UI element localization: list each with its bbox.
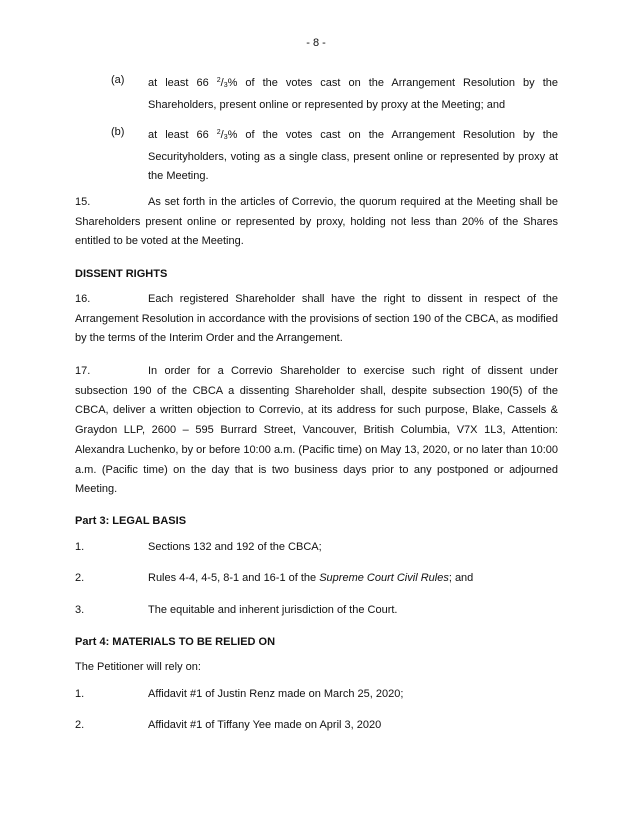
dissent-rights-heading: DISSENT RIGHTS bbox=[75, 268, 168, 280]
page-number: - 8 - bbox=[306, 37, 326, 49]
paragraph-16-number: 16. bbox=[75, 293, 91, 305]
item-b-label: (b) bbox=[111, 126, 125, 138]
part4-heading: Part 4: MATERIALS TO BE RELIED ON bbox=[75, 636, 276, 648]
part4-item-1-text: Affidavit #1 of Justin Renz made on March 25, 2020; bbox=[148, 688, 404, 700]
part3-item-2-prefix: Rules 4-4, 4-5, 8-1 and 16-1 of the bbox=[148, 572, 320, 584]
part3-item-3-number: 3. bbox=[75, 604, 85, 616]
paragraph-15 bbox=[75, 193, 558, 252]
part3-item-1-number: 1. bbox=[75, 541, 85, 553]
item-a-label: (a) bbox=[111, 74, 125, 86]
part4-item-1-number: 1. bbox=[75, 688, 85, 700]
part3-item-2-text bbox=[148, 572, 473, 585]
rules-title-italic: Supreme Court Civil Rules bbox=[319, 572, 449, 584]
part3-heading: Part 3: LEGAL BASIS bbox=[75, 515, 187, 527]
part4-intro: The Petitioner will rely on: bbox=[75, 661, 201, 673]
paragraph-17-text: In order for a Correvio Shareholder to exercise such right of dissent under subsection 190 of the CBCA a dissenting Shareholder shall, despite subsection 190(5) of the CBCA, deliver a written objection to Correvio, at its address for such purpose, Blake, Cassels & Graydon LLP, 2600 – 595 Burrard Street, Vancouver, British Columbia, V7X 1L3, Attention: Alexandra Luchenko, by or before 10:00 a.m. (Pacific time) on May 13, 2020, or no later than 10:00 a.m. (Pacific time) on the day that is two business days prior to any postponed or adjourned Meeting. bbox=[75, 365, 558, 496]
item-b-prefix: at least 66 bbox=[148, 129, 217, 141]
paragraph-15-number: 15. bbox=[75, 196, 91, 208]
part3-item-3-text: The equitable and inherent jurisdiction of the Court. bbox=[148, 604, 398, 616]
item-b-text: at least 66 $^2/_3\%$ of the votes cast on the Arrangement Resolution by the Securityholders, voting as a single class, present online or represented by proxy at the Meeting. bbox=[148, 129, 558, 183]
item-a-text: at least 66 $^2/_3\%$ of the votes cast on the Arrangement Resolution by the Shareholders, present online or represented by proxy at the Meeting; and bbox=[148, 77, 558, 111]
part3-item-2-number: 2. bbox=[75, 572, 85, 584]
part3-item-2-suffix: ; and bbox=[448, 572, 474, 584]
item-b-suffix: % of the votes cast on the Arrangement Resolution by the Securityholders, voting as a single class, present online or represented by proxy at the Meeting. bbox=[148, 129, 558, 183]
item-a-prefix: at least 66 bbox=[148, 77, 217, 89]
item-a-frac-num: 2 bbox=[216, 77, 221, 84]
paragraph-17-number: 17. bbox=[75, 365, 91, 377]
item-b-frac-den: 3 bbox=[223, 134, 228, 141]
paragraph-15-text: As set forth in the articles of Correvio, the quorum required at the Meeting shall be Shareholders present online or represented by proxy, holding not less than 20% of the Shares entitled to be voted at the Meeting. bbox=[75, 196, 558, 248]
item-b-frac-num: 2 bbox=[216, 129, 221, 136]
part4-item-2-text: Affidavit #1 of Tiffany Yee made on April 3, 2020 bbox=[148, 719, 382, 731]
part3-item-1-text: Sections 132 and 192 of the CBCA; bbox=[148, 541, 322, 553]
paragraph-17 bbox=[75, 362, 558, 500]
item-a-suffix: % of the votes cast on the Arrangement Resolution by the Shareholders, present online or represented by proxy at the Meeting; and bbox=[148, 77, 558, 111]
paragraph-16-text: Each registered Shareholder shall have the right to dissent in respect of the Arrangement Resolution in accordance with the provisions of section 190 of the CBCA, as modified by the terms of the Interim Order and the Arrangement. bbox=[75, 293, 558, 345]
paragraph-16 bbox=[75, 290, 558, 349]
part4-item-2-number: 2. bbox=[75, 719, 85, 731]
item-a-frac-den: 3 bbox=[223, 82, 228, 89]
